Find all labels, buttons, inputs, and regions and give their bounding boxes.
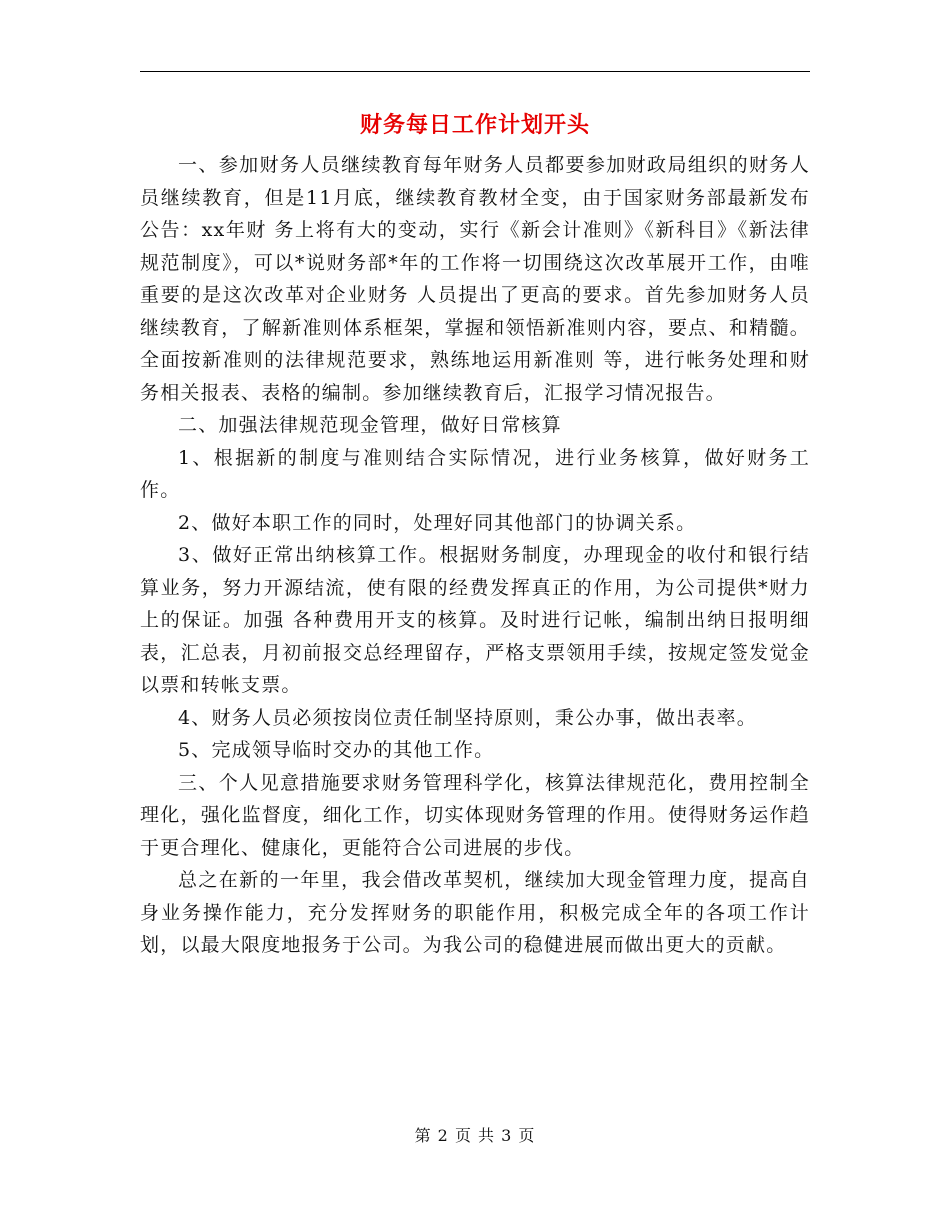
paragraph-personal-measures: 三、个人见意措施要求财务管理科学化，核算法律规范化，费用控制全理化，强化监督度，细化工作，切实体现财务管理的作用。使得财务运作趋于更合理化、健康化，更能符合公司进展的步伐。	[140, 771, 810, 859]
document-title: 财务每日工作计划开头	[359, 112, 590, 138]
paragraph-cash-management-heading: 二、加强法律规范现金管理，做好日常核算	[178, 414, 562, 436]
document-body	[140, 149, 810, 962]
paragraph-continuing-education: 一、参加财务人员继续教育每年财务人员都要参加财政局组织的财务人员继续教育，但是11月底，继续教育教材全变，由于国家财务部最新发布公告：xx年财 务上将有大的变动，实行《新会计准则》《新科目》《新法律规范制度》，可以*说财务部*年的工作将一切围绕这次改革展开工作，由唯重要的是这次改革对企业财务 人员提出了更高的要求。首先参加财务人员继续教育，了解新准则体系框架，掌握和领悟新准则内容，要点、和精髓。全面按新准则的法律规范要求，熟练地运用新准则 等，进行帐务处理和财务相关报表、表格的编制。参加继续教育后，汇报学习情况报告。	[140, 154, 810, 404]
paragraph-item-4: 4、财务人员必须按岗位责任制坚持原则，秉公办事，做出表率。	[178, 706, 757, 729]
paragraph-item-5: 5、完成领导临时交办的其他工作。	[178, 739, 495, 761]
header-rule	[140, 71, 810, 72]
paragraph-item-3: 3、做好正常出纳核算工作。根据财务制度，办理现金的收付和银行结算业务，努力开源结流，使有限的经费发挥真正的作用，为公司提供*财力上的保证。加强 各种费用开支的核算。及时进行记帐，编制出纳日报明细表，汇总表，月初前报交总经理留存，严格支票领用手续，按规定签发觉金以票和转帐支票。	[140, 544, 810, 696]
paragraph-item-2: 2、做好本职工作的同时，处理好同其他部门的协调关系。	[178, 511, 697, 534]
paragraph-conclusion: 总之在新的一年里，我会借改革契机，继续加大现金管理力度，提高自身业务操作能力，充分发挥财务的职能作用，积极完成全年的各项工作计划，以最大限度地报务于公司。为我公司的稳健进展而做出更大的贡献。	[140, 869, 810, 956]
paragraph-item-1: 1、根据新的制度与准则结合实际情况，进行业务核算，做好财务工作。	[140, 446, 810, 501]
page-number-footer: 第 2 页 共 3 页	[414, 1126, 536, 1145]
